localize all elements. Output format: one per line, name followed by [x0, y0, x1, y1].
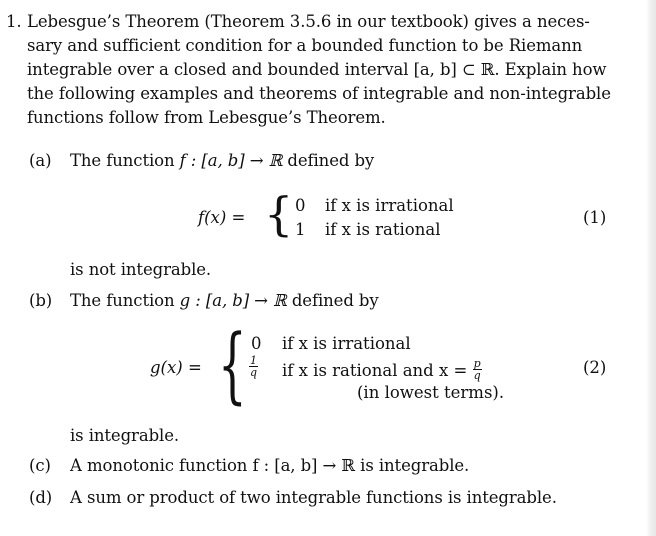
equation-2-case2-condition [282, 358, 482, 381]
part-a-conclusion: is not integrable. [70, 260, 212, 279]
equation-1-case2-condition: if x is rational [325, 220, 441, 239]
page-edge-shadow [646, 0, 656, 536]
equation-2-q: q [473, 369, 481, 382]
problem-number: 1. [6, 12, 22, 31]
equation-2-case2-numerator: 1 [250, 354, 257, 367]
part-a-heading [70, 150, 374, 172]
equation-1-number: (1) [583, 208, 607, 227]
part-b-text-after: defined by [286, 291, 379, 310]
equation-1-case2-value: 1 [295, 220, 306, 239]
equation-2-case2-condition-text: if x is rational and x = [282, 361, 473, 380]
equation-1-lhs: f(x) = [198, 208, 246, 227]
intro-line-5: functions follow from Lebesgue’s Theorem. [27, 108, 386, 127]
intro-line-4: the following examples and theorems of integrable and non-integrable [27, 84, 611, 103]
part-c-text: A monotonic function f : [a, b] → ℝ is integrable. [70, 456, 470, 475]
part-a-label: (a) [29, 151, 52, 170]
equation-1-brace: { [264, 187, 294, 241]
equation-2-brace: { [218, 318, 247, 413]
equation-2-note: (in lowest terms). [357, 383, 505, 402]
equation-2-case2-value [249, 355, 258, 378]
part-a-text-before: The function [70, 151, 180, 170]
equation-2-p: p [473, 357, 481, 370]
equation-2-case2-fraction [249, 355, 258, 378]
part-d-text: A sum or product of two integrable functions is integrable. [70, 488, 557, 507]
part-b-label: (b) [29, 291, 53, 310]
equation-2-pq-fraction [473, 358, 482, 381]
part-d-label: (d) [29, 488, 53, 507]
part-a-text-after: defined by [282, 151, 375, 170]
equation-1-case1-value: 0 [295, 196, 306, 215]
equation-2-number: (2) [583, 358, 607, 377]
part-c-label: (c) [29, 456, 51, 475]
equation-2-lhs: g(x) = [150, 358, 202, 377]
equation-1-case1-condition: if x is irrational [325, 196, 454, 215]
intro-line-3: integrable over a closed and bounded interval [a, b] ⊂ ℝ. Explain how [27, 60, 607, 79]
part-b-text-before: The function [70, 291, 180, 310]
part-a-signature: f : [a, b] → ℝ [179, 151, 283, 170]
intro-line-2: sary and sufficient condition for a bounded function to be Riemann [27, 36, 583, 55]
intro-line-1: Lebesgue’s Theorem (Theorem 3.5.6 in our textbook) gives a neces- [27, 12, 590, 31]
equation-2-case1-condition: if x is irrational [282, 334, 411, 353]
part-b-signature: g : [a, b] → ℝ [179, 291, 287, 310]
part-b-conclusion: is integrable. [70, 426, 180, 445]
equation-2-case2-denominator: q [249, 366, 258, 379]
part-b-heading [70, 290, 379, 312]
equation-2-case1-value: 0 [251, 334, 262, 353]
